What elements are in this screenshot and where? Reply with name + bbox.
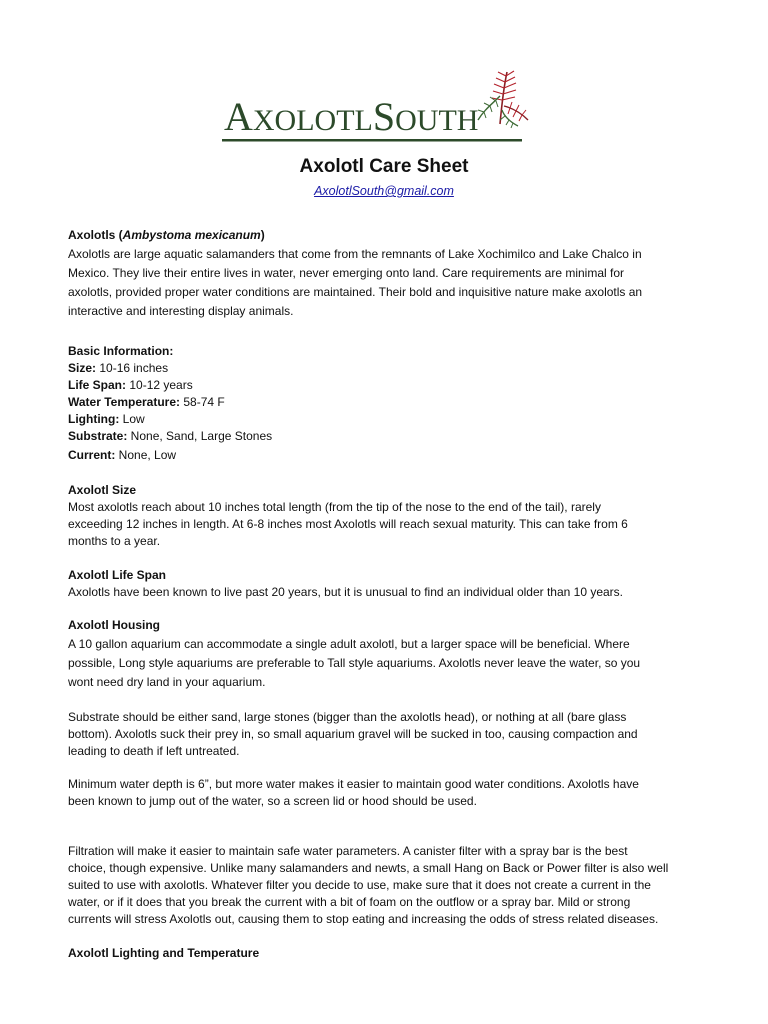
depth-line: Minimum water depth is 6”, but more water makes it easier to maintain good water conditions. Axolotls have [68, 777, 639, 791]
size-line: months to a year. [68, 534, 161, 548]
intro-line: axolotls, provided proper water conditions are maintained. Their bold and inquisitive nature make axolotls an [68, 285, 643, 299]
lifespan-heading: Axolotl Life Span [68, 568, 167, 582]
size-line: exceeding 12 inches in length. At 6-8 inches most Axolotls will reach sexual maturity. This can take from 6 [68, 517, 628, 531]
size-heading: Axolotl Size [68, 483, 137, 497]
lifespan-section [68, 567, 708, 601]
basic-info-item: Substrate: None, Sand, Large Stones [68, 429, 273, 443]
logo-wordmark: AXOLOTLSOUTH [224, 94, 479, 139]
housing-section [68, 616, 708, 692]
filtration-line: suited to use with axolotls. Whatever filter you decide to use, make sure that it does not create a current in the [68, 878, 651, 892]
basic-info-section [68, 343, 708, 464]
intro-line: interactive and interesting display animals. [68, 304, 294, 318]
intro-section [68, 226, 708, 321]
size-line: Most axolotls reach about 10 inches total length (from the tip of the nose to the end of the tail), rarely [68, 500, 601, 514]
basic-info-item: Water Temperature: 58-74 F [68, 395, 225, 409]
basic-info-heading: Basic Information: [68, 344, 174, 358]
substrate-line: bottom). Axolotls suck their prey in, so small aquarium gravel will be sucked in too, causing compaction and [68, 727, 638, 741]
intro-heading: Axolotls (Ambystoma mexicanum) [68, 228, 265, 242]
lighting-section [68, 944, 708, 963]
housing-heading: Axolotl Housing [68, 618, 160, 632]
basic-info-item: Current: None, Low [68, 448, 177, 462]
housing-line: A 10 gallon aquarium can accommodate a single adult axolotl, but a larger space will be beneficial. Where [68, 637, 630, 651]
filtration-line: water, or if it does that you break the current with a bit of foam on the outflow or a spray bar. Mild or strong [68, 895, 631, 909]
filtration-line: Filtration will make it easier to maintain safe water parameters. A canister filter with a spray bar is the best [68, 844, 628, 858]
substrate-section [68, 709, 708, 760]
page-title: Axolotl Care Sheet [299, 156, 469, 177]
size-section [68, 482, 708, 550]
basic-info-item: Life Span: 10-12 years [68, 378, 193, 392]
intro-line: Axolotls are large aquatic salamanders that come from the remnants of Lake Xochimilco and Lake Chalco in [68, 247, 642, 261]
fern-fronds-icon [478, 71, 528, 128]
housing-line: wont need dry land in your aquarium. [68, 675, 266, 689]
filtration-line: choice, though expensive. Unlike many salamanders and newts, a small Hang on Back or Power filter is also well [68, 861, 669, 875]
substrate-line: leading to death if left untreated. [68, 744, 240, 758]
contact-email-link[interactable]: AxolotlSouth@gmail.com [314, 184, 454, 198]
filtration-section [68, 843, 708, 928]
basic-info-item: Size: 10-16 inches [68, 361, 169, 375]
depth-line: been known to jump out of the water, so a screen lid or hood should be used. [68, 794, 477, 808]
axolotl-south-logo [222, 66, 532, 150]
logo-graphic [222, 66, 532, 150]
substrate-line: Substrate should be either sand, large stones (bigger than the axolotls head), or nothing at all (bare glass [68, 710, 627, 724]
filtration-line: currents will stress Axolotls out, causing them to stop eating and increasing the odds of stress related diseases. [68, 912, 659, 926]
lighting-heading: Axolotl Lighting and Temperature [68, 946, 260, 960]
housing-line: possible, Long style aquariums are preferable to Tall style aquariums. Axolotls never leave the water, so you [68, 656, 641, 670]
intro-line: Mexico. They live their entire lives in water, never emerging onto land. Care requirements are minimal for [68, 266, 625, 280]
logo-underline [222, 139, 522, 142]
lifespan-line: Axolotls have been known to live past 20 years, but it is unusual to find an individual older than 10 years. [68, 585, 624, 599]
basic-info-item: Lighting: Low [68, 412, 145, 426]
water-depth-section [68, 776, 708, 810]
